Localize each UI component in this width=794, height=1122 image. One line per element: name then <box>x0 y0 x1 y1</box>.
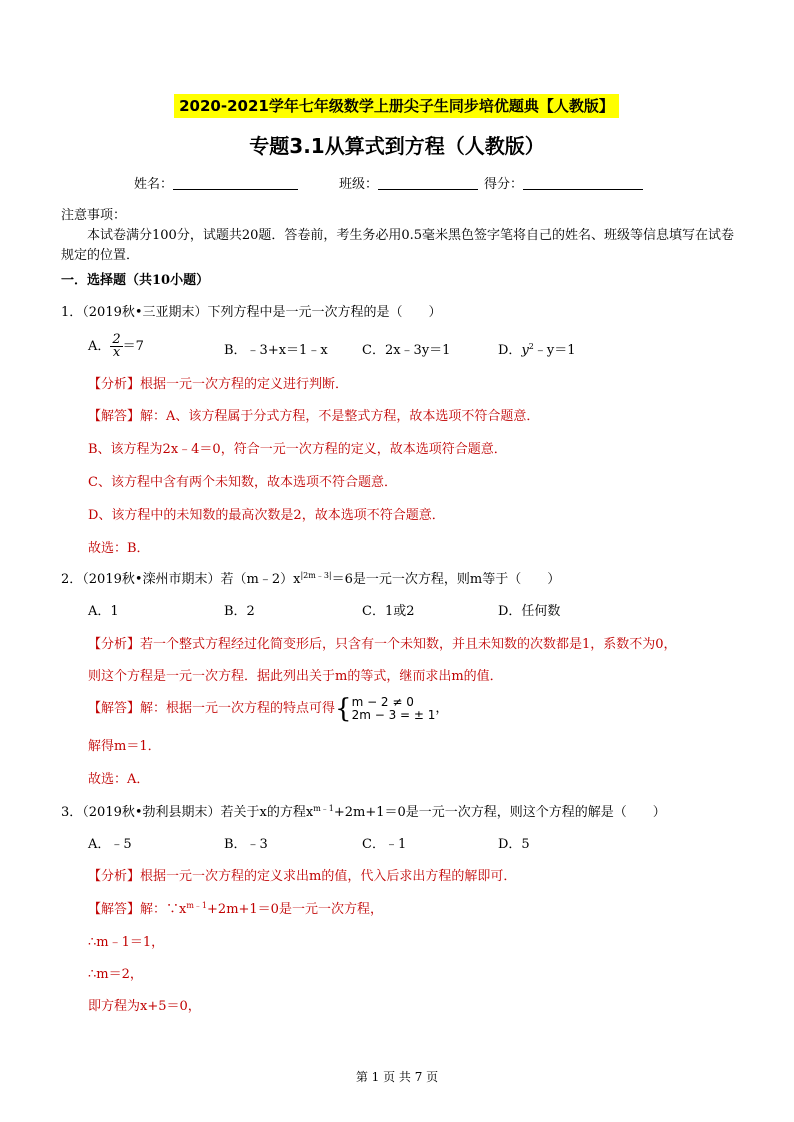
q1-option-a[interactable] <box>88 334 144 364</box>
equation-system: { m − 2 ≠ 0 2m − 3 = ± 1 <box>335 694 436 724</box>
system-tail: ， <box>435 701 449 716</box>
page-footer: 第 1 页 共 7 页 <box>355 1070 439 1084</box>
name-blank[interactable] <box>173 176 298 190</box>
q2-answer <box>88 696 448 730</box>
q1-option-d-prefix: D． <box>498 343 522 358</box>
q2-option-d[interactable]: D．任何数 <box>498 604 561 619</box>
score-field[interactable] <box>484 176 643 194</box>
class-label: 班级： <box>339 177 379 192</box>
notice-heading: 注意事项： <box>61 208 127 223</box>
q2-option-a[interactable]: A．1 <box>88 604 119 619</box>
q3-answer-line-4: 即方程为x+5＝0， <box>88 999 201 1014</box>
q3-stem-part-a: 3．（2019秋•勃利县期末）若关于x的方程x <box>61 805 314 820</box>
q1-choice: 故选：B． <box>88 541 150 556</box>
q3-option-d[interactable]: D．5 <box>498 837 530 852</box>
series-banner: 2020-2021学年七年级数学上册尖子生同步培优题典【人教版】 <box>174 94 619 118</box>
q3-answer-line-2: ∴m﹣1＝1， <box>88 935 165 950</box>
system-row-2: 2m − 3 = ± 1 <box>351 708 436 722</box>
q2-solve: 解得m＝1． <box>88 739 161 754</box>
q3-answer-line-1 <box>88 901 383 919</box>
q2-stem-exponent: |2m﹣3| <box>300 571 332 580</box>
q1-answer-line-3: C、该方程中含有两个未知数，故本选项不符合题意． <box>88 475 397 490</box>
q2-analysis-line-2: 则这个方程是一元一次方程．据此列出关于m的等式，继而求出m的值． <box>88 669 503 684</box>
q1-answer-line-1: 【解答】解：A、该方程属于分式方程，不是整式方程，故本选项不符合题意． <box>88 409 540 424</box>
q2-stem-part-a: 2．（2019秋•滦州市期末）若（m﹣2）x <box>61 572 301 587</box>
q3-analysis: 【分析】根据一元一次方程的定义求出m的值，代入后求出方程的解即可． <box>88 869 517 884</box>
q1-option-a-prefix: A． <box>88 339 111 354</box>
class-blank[interactable] <box>378 176 478 190</box>
q3-option-c[interactable]: C．﹣1 <box>362 837 407 852</box>
score-blank[interactable] <box>523 176 643 190</box>
q1-option-b[interactable]: B．﹣3+x＝1﹣x <box>224 343 328 358</box>
q2-choice: 故选：A． <box>88 772 150 787</box>
q1-option-a-rest: ＝7 <box>122 339 144 354</box>
q3-option-b[interactable]: B．﹣3 <box>224 837 268 852</box>
q1-answer-line-4: D、该方程中的未知数的最高次数是2，故本选项不符合题意． <box>88 508 445 523</box>
q1-option-a-fraction <box>110 334 122 359</box>
q1-answer-line-2: B、该方程为2x﹣4＝0，符合一元一次方程的定义，故本选项符合题意． <box>88 442 507 457</box>
q1-stem: 1．（2019秋•三亚期末）下列方程中是一元一次方程的是（ ） <box>61 305 442 320</box>
section-heading: 一．选择题（共10小题） <box>61 273 210 288</box>
name-label: 姓名： <box>134 177 174 192</box>
q2-option-c[interactable]: C．1或2 <box>362 604 415 619</box>
q3-answer-part-b: +2m+1＝0是一元一次方程， <box>207 902 383 917</box>
q2-stem <box>61 571 560 589</box>
class-field[interactable] <box>339 176 478 194</box>
q2-stem-part-b: ＝6是一元一次方程，则m等于（ ） <box>331 572 561 587</box>
q3-answer-part-a: 【解答】解：∵x <box>88 902 187 917</box>
q1-analysis: 【分析】根据一元一次方程的定义进行判断． <box>88 377 349 392</box>
score-label: 得分： <box>484 177 524 192</box>
notice-text: 本试卷满分100分，试题共20题．答卷前，考生务必用0.5毫米黑色签字笔将自己的姓名、班级等信息填写在试卷规定的位置． <box>61 228 735 263</box>
page-title: 专题3.1从算式到方程（人教版） <box>249 134 545 158</box>
q3-answer-line-3: ∴m＝2， <box>88 967 143 982</box>
q2-answer-prefix: 【解答】解：根据一元一次方程的特点可得 <box>88 701 336 716</box>
q1-option-d-exp: 2 <box>528 342 534 351</box>
q1-option-d[interactable] <box>498 342 576 360</box>
q3-option-a[interactable]: A．﹣5 <box>88 837 132 852</box>
q3-stem-part-b: +2m+1＝0是一元一次方程，则这个方程的解是（ ） <box>333 805 666 820</box>
name-field[interactable] <box>134 176 298 194</box>
q3-answer-exponent: m﹣1 <box>186 901 208 910</box>
q2-option-b[interactable]: B．2 <box>224 604 255 619</box>
q1-fraction-numerator: 2 <box>112 332 121 347</box>
q3-stem <box>61 804 666 822</box>
q2-analysis-line-1: 【分析】若一个整式方程经过化简变形后，只含有一个未知数，并且未知数的次数都是1，系数不为0， <box>88 637 677 652</box>
q1-option-c[interactable]: C．2x﹣3y＝1 <box>362 343 451 358</box>
q1-option-d-rest: ﹣y＝1 <box>533 343 576 358</box>
q3-stem-exponent: m﹣1 <box>313 804 334 813</box>
q1-fraction-denominator: x <box>112 345 121 360</box>
q1-option-d-var: y <box>521 343 529 358</box>
system-row-1: m − 2 ≠ 0 <box>351 695 414 709</box>
